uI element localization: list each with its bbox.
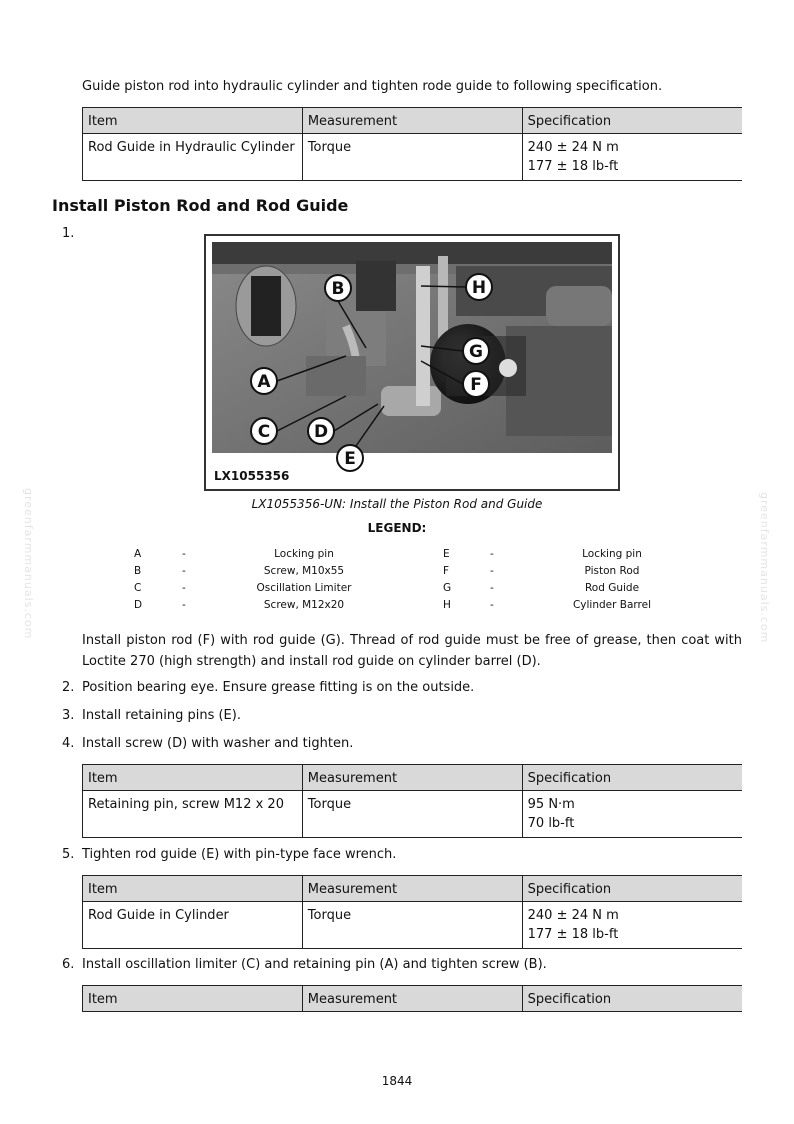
table-row bbox=[83, 791, 743, 838]
cell-measurement: Torque bbox=[302, 791, 522, 838]
header-item: Item bbox=[83, 876, 303, 902]
step-number: 4. bbox=[62, 736, 75, 751]
legend-row: C - Oscillation Limiter G - Rod Guide bbox=[134, 582, 640, 594]
header-item: Item bbox=[83, 108, 303, 134]
figure-code: LX1055356 bbox=[214, 469, 290, 483]
legend-row: B - Screw, M10x55 F - Piston Rod bbox=[134, 565, 640, 577]
header-item: Item bbox=[83, 765, 303, 791]
figure-caption: LX1055356-UN: Install the Piston Rod and Guide bbox=[251, 497, 543, 511]
step-text: Position bearing eye. Ensure grease fitting is on the outside. bbox=[82, 680, 475, 695]
cell-item: Rod Guide in Hydraulic Cylinder bbox=[83, 134, 303, 181]
step-text: Tighten rod guide (E) with pin-type face wrench. bbox=[82, 847, 397, 862]
step-number: 3. bbox=[62, 708, 75, 723]
header-measurement: Measurement bbox=[302, 765, 522, 791]
step-1-text: Install piston rod (F) with rod guide (G). Thread of rod guide must be free of grease, then coat with Loctite 270 (high strength) and install rod guide on cylinder barrel (D). bbox=[82, 633, 742, 669]
header-measurement: Measurement bbox=[302, 876, 522, 902]
callout-d: D bbox=[313, 422, 329, 442]
step-text: Install retaining pins (E). bbox=[82, 708, 241, 723]
cell-specification: 240 ± 24 N m 177 ± 18 lb-ft bbox=[522, 902, 742, 949]
header-specification: Specification bbox=[522, 986, 742, 1012]
callout-e: E bbox=[344, 449, 356, 469]
cell-measurement: Torque bbox=[302, 902, 522, 949]
spec-table-1 bbox=[82, 107, 742, 181]
table-row bbox=[83, 902, 743, 949]
header-specification: Specification bbox=[522, 108, 742, 134]
callout-a: A bbox=[257, 372, 271, 392]
legend bbox=[112, 548, 712, 616]
header-specification: Specification bbox=[522, 765, 742, 791]
spec-table-3 bbox=[82, 875, 742, 949]
figure-photo bbox=[206, 236, 618, 489]
step-number: 6. bbox=[62, 957, 75, 972]
page-number: 1844 bbox=[381, 1074, 413, 1088]
intro-text: Guide piston rod into hydraulic cylinder and tighten rode guide to following specification. bbox=[82, 79, 663, 94]
legend-row: A - Locking pin E - Locking pin bbox=[134, 548, 642, 560]
callout-f: F bbox=[470, 375, 482, 395]
cell-specification: 240 ± 24 N m 177 ± 18 lb-ft bbox=[522, 134, 742, 181]
cell-measurement: Torque bbox=[302, 134, 522, 181]
table-row bbox=[83, 134, 743, 181]
step-text: Install oscillation limiter (C) and retaining pin (A) and tighten screw (B). bbox=[82, 957, 547, 972]
spec-table-2 bbox=[82, 764, 742, 838]
watermark-left: greenfarmmanuals.com bbox=[22, 488, 35, 640]
header-item: Item bbox=[83, 986, 303, 1012]
step-number: 1. bbox=[62, 226, 75, 241]
step-text: Install screw (D) with washer and tighten. bbox=[82, 736, 354, 751]
cell-item: Retaining pin, screw M12 x 20 bbox=[83, 791, 303, 838]
cell-specification: 95 N·m 70 lb-ft bbox=[522, 791, 742, 838]
callout-h: H bbox=[471, 278, 487, 298]
header-specification: Specification bbox=[522, 876, 742, 902]
callout-c: C bbox=[257, 422, 271, 442]
step-number: 2. bbox=[62, 680, 75, 695]
spec-table-4 bbox=[82, 985, 742, 1012]
callout-g: G bbox=[469, 342, 483, 362]
legend-row: D - Screw, M12x20 H - Cylinder Barrel bbox=[134, 599, 652, 611]
cell-item: Rod Guide in Cylinder bbox=[83, 902, 303, 949]
header-measurement: Measurement bbox=[302, 108, 522, 134]
figure-illustration bbox=[204, 234, 620, 491]
header-measurement: Measurement bbox=[302, 986, 522, 1012]
section-title: Install Piston Rod and Rod Guide bbox=[52, 196, 349, 215]
step-number: 5. bbox=[62, 847, 75, 862]
callout-b: B bbox=[331, 279, 345, 299]
legend-title: LEGEND: bbox=[367, 521, 427, 535]
watermark-right: greenfarmmanuals.com bbox=[758, 492, 771, 644]
